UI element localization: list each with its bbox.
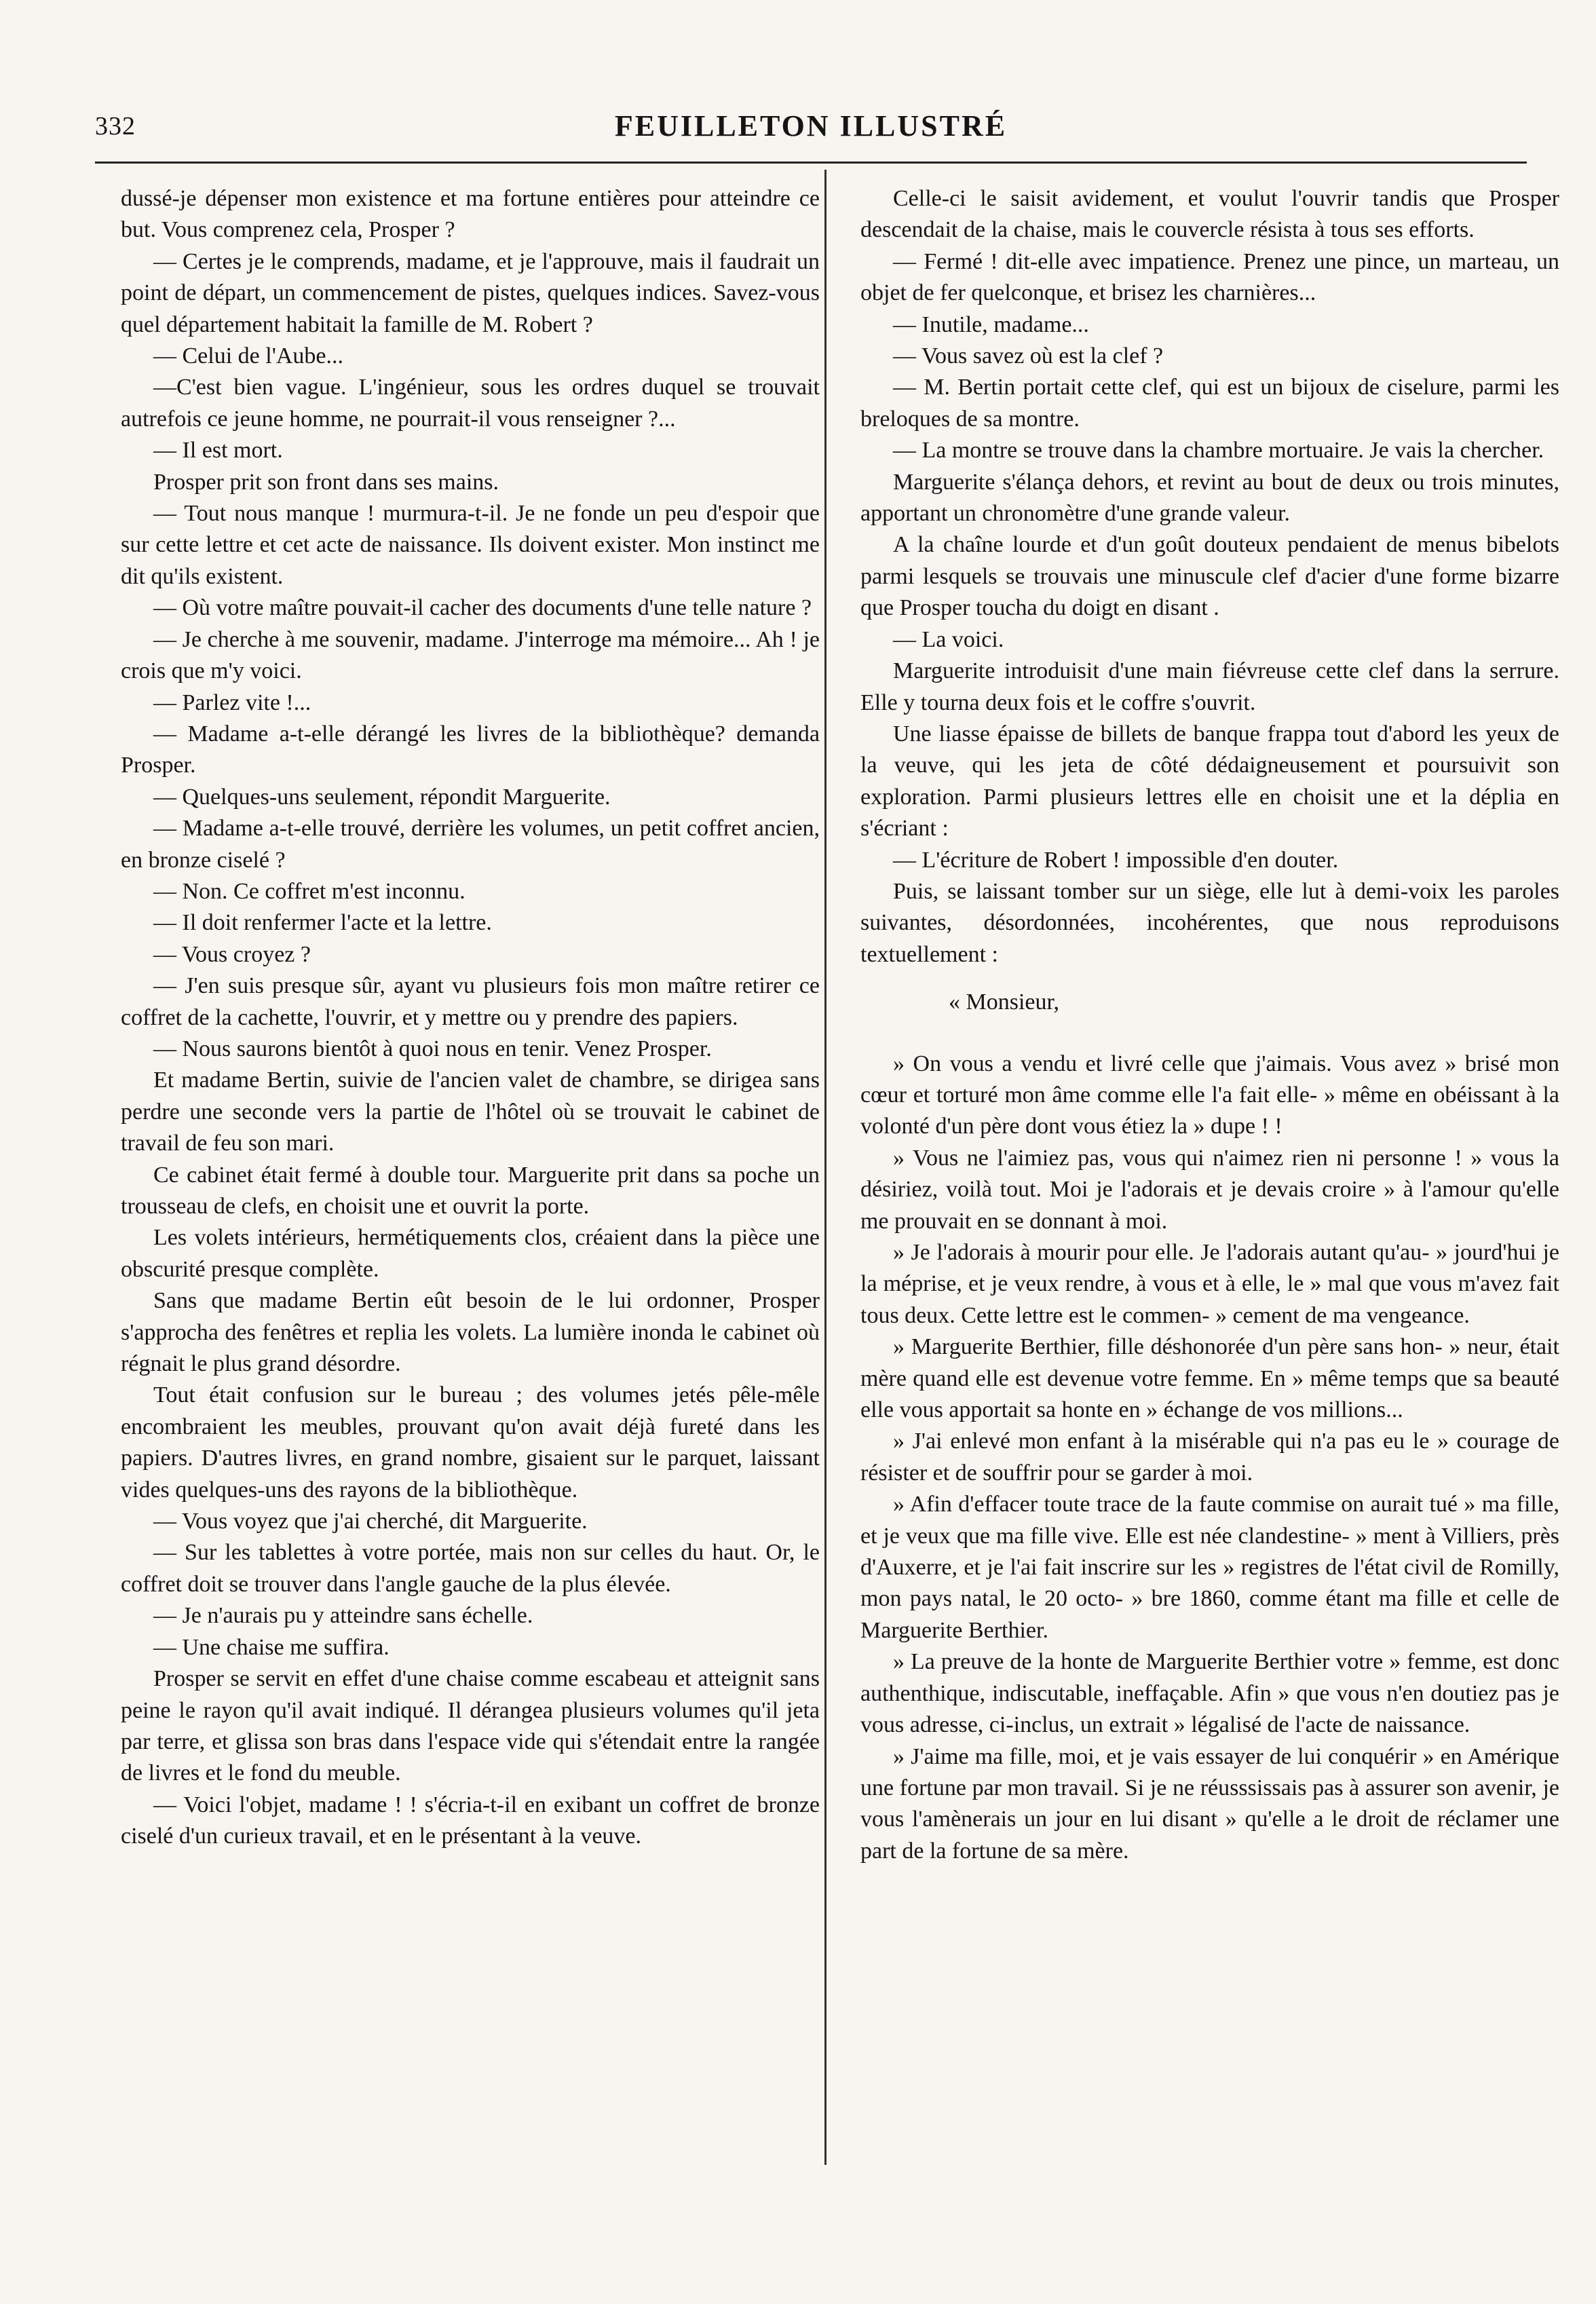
- paragraph: — Inutile, madame...: [893, 311, 1089, 337]
- paragraph: Puis, se laissant tomber sur un siège, elle lut à demi-voix les paroles suivantes, désordonnées, incohérentes, que nous reproduisons textuellement :: [860, 878, 1559, 967]
- paragraph: Marguerite s'élança dehors, et revint au bout de deux ou trois minutes, apportant un chronomètre d'une grande valeur.: [860, 469, 1559, 527]
- paragraph: — Non. Ce coffret m'est inconnu.: [153, 878, 466, 904]
- paragraph: Marguerite introduisit d'une main fiévreuse cette clef dans la serrure. Elle y tourna deux fois et le coffre s'ouvrit.: [860, 658, 1559, 715]
- paragraph: — Vous savez où est la clef ?: [893, 343, 1164, 369]
- paragraph: » Je l'adorais à mourir pour elle. Je l'adorais autant qu'au- » jourd'hui je la méprise, et je veux rendre, à vous et à elle, le » mal que vous m'avez fait tous deux. Cette lettre est le commen- » cement de ma vengeance.: [860, 1240, 1559, 1328]
- left-column: [121, 183, 820, 1853]
- paragraph: — M. Bertin portait cette clef, qui est un bijoux de ciselure, parmi les breloques de sa montre.: [860, 375, 1559, 432]
- column-divider: [824, 170, 826, 2165]
- paragraph: — Quelques-uns seulement, répondit Marguerite.: [153, 784, 611, 810]
- paragraph: » Afin d'effacer toute trace de la faute commise on aurait tué » ma fille, et je veux que ma fille vive. Elle est née clandestine- » ment à Villiers, près d'Auxerre, et je l'ai fait inscrire sur les » registres de l'état civil de Romilly, mon pays natal, le 20 octo- » bre 1860, comme étant ma fille et celle de Marguerite Berthier.: [860, 1492, 1559, 1643]
- paragraph: » On vous a vendu et livré celle que j'aimais. Vous avez » brisé mon cœur et torturé mon âme comme elle l'a fait elle- » même en obéissant à la volonté d'un père dont vous étiez la » dupe ! !: [860, 1051, 1559, 1139]
- paragraph: » La preuve de la honte de Marguerite Berthier votre » femme, est donc authenthique, indiscutable, ineffaçable. Afin » que vous n'en doutiez pas je vous adresse, ci-inclus, un extrait » légalisé de l'acte de naissance.: [860, 1649, 1559, 1738]
- paragraph: Prosper prit son front dans ses mains.: [153, 469, 499, 495]
- paragraph: — Il doit renfermer l'acte et la lettre.: [153, 910, 492, 936]
- header-rule: [95, 162, 1527, 164]
- paragraph: — L'écriture de Robert ! impossible d'en douter.: [893, 847, 1339, 873]
- paragraph: — Il est mort.: [153, 438, 283, 464]
- paragraph: — Fermé ! dit-elle avec impatience. Prenez une pince, un marteau, un objet de fer quelconque, et brisez les charnières...: [860, 248, 1559, 306]
- paragraph: — Certes je le comprends, madame, et je l'approuve, mais il faudrait un point de départ, un commencement de pistes, quelques indices. Savez-vous quel département habitait la famille de M. Robert ?: [121, 248, 820, 337]
- paragraph: — J'en suis presque sûr, ayant vu plusieurs fois mon maître retirer ce coffret de la cachette, l'ouvrir, et y mettre ou y prendre des papiers.: [121, 973, 820, 1030]
- paragraph: — Je cherche à me souvenir, madame. J'interroge ma mémoire... Ah ! je crois que m'y voici.: [121, 626, 820, 684]
- paragraph: — Vous croyez ?: [153, 941, 311, 967]
- paragraph: Ce cabinet était fermé à double tour. Marguerite prit dans sa poche un trousseau de clefs, en choisit une et ouvrit la porte.: [121, 1162, 820, 1219]
- paragraph: — Madame a-t-elle trouvé, derrière les volumes, un petit coffret ancien, en bronze ciselé ?: [121, 816, 820, 873]
- paragraph: — Tout nous manque ! murmura-t-il. Je ne fonde un peu d'espoir que sur cette lettre et cet acte de naissance. Ils doivent exister. Mon instinct me dit qu'ils existent.: [121, 501, 820, 589]
- paragraph: Les volets intérieurs, hermétiquements clos, créaient dans la pièce une obscurité presque complète.: [121, 1225, 820, 1282]
- paragraph: « Monsieur,: [949, 989, 1059, 1015]
- page-header: [95, 109, 1527, 149]
- paragraph: » J'aime ma fille, moi, et je vais essayer de lui conquérir » en Amérique une fortune par mon travail. Si je ne réusssissais pas à assurer son avenir, je vous l'amènerais un jour en lui disant » qu'elle a le droit de réclamer une part de la fortune de sa mère.: [860, 1743, 1559, 1864]
- paragraph: — Je n'aurais pu y atteindre sans échelle.: [153, 1603, 533, 1629]
- paragraph: — Vous voyez que j'ai cherché, dit Marguerite.: [153, 1509, 588, 1534]
- paragraph: A la chaîne lourde et d'un goût douteux pendaient de menus bibelots parmi lesquels se trouvais une minuscule clef d'acier d'une forme bizarre que Prosper toucha du doigt en disant .: [860, 532, 1559, 621]
- paragraph: — Voici l'objet, madame ! ! s'écria-t-il en exibant un coffret de bronze ciselé d'un curieux travail, et en le présentant à la veuve.: [121, 1792, 820, 1849]
- paragraph: — Où votre maître pouvait-il cacher des documents d'une telle nature ?: [153, 595, 812, 621]
- paragraph: — Madame a-t-elle dérangé les livres de la bibliothèque? demanda Prosper.: [121, 721, 820, 778]
- paragraph: Tout était confusion sur le bureau ; des volumes jetés pêle-mêle encombraient les meubles, prouvant qu'on avait déjà fureté dans les papiers. D'autres livres, en grand nombre, gisaient sur le parquet, laissant vides quelques-uns des rayons de la bibliothèque.: [121, 1382, 820, 1503]
- running-title: FEUILLETON ILLUSTRÉ: [614, 109, 1008, 143]
- paragraph: — Nous saurons bientôt à quoi nous en tenir. Venez Prosper.: [153, 1036, 712, 1061]
- paragraph: Une liasse épaisse de billets de banque frappa tout d'abord les yeux de la veuve, qui les jeta de côté dédaigneusement et poursuivit son exploration. Parmi plusieurs lettres elle en choisit une et la déplia en s'écriant :: [860, 721, 1559, 842]
- paragraph: — La montre se trouve dans la chambre mortuaire. Je vais la chercher.: [893, 438, 1544, 464]
- page-number: 332: [95, 112, 136, 140]
- paragraph: » Vous ne l'aimiez pas, vous qui n'aimez rien ni personne ! » vous la désiriez, voilà tout. Moi je l'adorais et je devais croire » à l'amour qu'elle me prouvait en se donnant à moi.: [860, 1145, 1559, 1234]
- paragraph: dussé-je dépenser mon existence et ma fortune entières pour atteindre ce but. Vous comprenez cela, Prosper ?: [121, 186, 820, 243]
- paragraph: — Celui de l'Aube...: [153, 343, 343, 369]
- paragraph: — La voici.: [893, 626, 1004, 652]
- right-column: [860, 183, 1559, 1867]
- paragraph: — Sur les tablettes à votre portée, mais non sur celles du haut. Or, le coffret doit se trouver dans l'angle gauche de la plus élevée.: [121, 1540, 820, 1597]
- paragraph: — Parlez vite !...: [153, 690, 311, 715]
- paragraph: Prosper se servit en effet d'une chaise comme escabeau et atteignit sans peine le rayon qu'il avait indiqué. Il dérangea plusieurs volumes qu'il jeta par terre, et glissa son bras dans l'espace vide qui s'étendait entre la rangée de livres et le fond du meuble.: [121, 1666, 820, 1786]
- paragraph: — Une chaise me suffira.: [153, 1634, 390, 1660]
- paragraph: Celle-ci le saisit avidement, et voulut l'ouvrir tandis que Prosper descendait de la chaise, mais le couvercle résista à tous ses efforts.: [860, 186, 1559, 243]
- paragraph: Sans que madame Bertin eût besoin de le lui ordonner, Prosper s'approcha des fenêtres et replia les volets. La lumière inonda le cabinet où régnait le plus grand désordre.: [121, 1288, 820, 1377]
- paragraph: —C'est bien vague. L'ingénieur, sous les ordres duquel se trouvait autrefois ce jeune homme, ne pourrait-il vous renseigner ?...: [121, 375, 820, 432]
- paragraph: » Marguerite Berthier, fille déshonorée d'un père sans hon- » neur, était mère quand elle est devenue votre femme. En » même temps que sa beauté elle vous apportait sa honte en » échange de vos millions...: [860, 1334, 1559, 1423]
- paragraph: Et madame Bertin, suivie de l'ancien valet de chambre, se dirigea sans perdre une seconde vers la partie de l'hôtel où se trouvait le cabinet de travail de feu son mari.: [121, 1068, 820, 1156]
- paragraph: » J'ai enlevé mon enfant à la misérable qui n'a pas eu le » courage de résister et de souffrir pour se garder à moi.: [860, 1429, 1559, 1486]
